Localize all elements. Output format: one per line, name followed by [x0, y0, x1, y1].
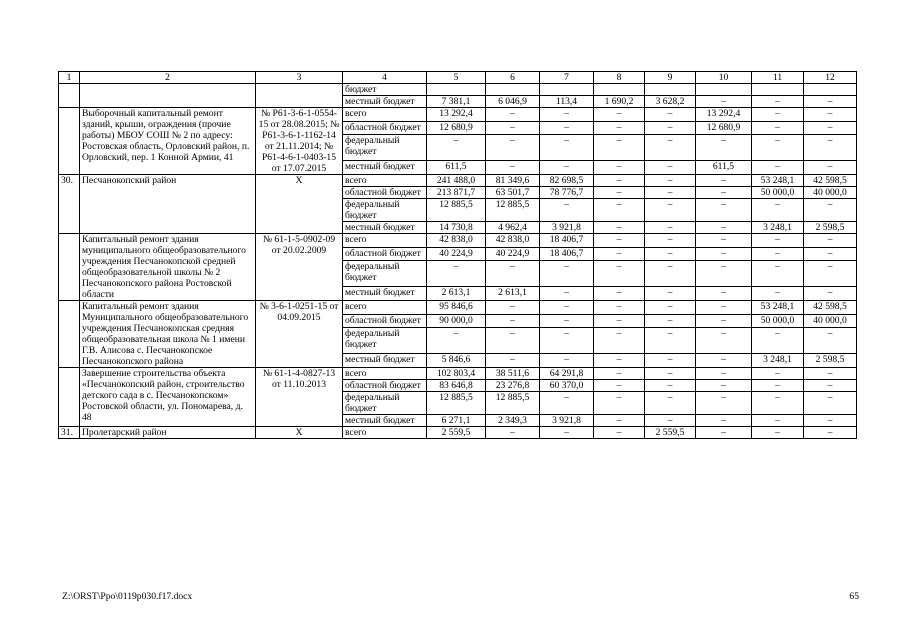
- doc-cell: № 3-6-1-0251-15 от 04.09.2015: [256, 301, 343, 368]
- value-cell: –: [427, 261, 486, 287]
- value-cell: –: [696, 368, 752, 380]
- budget-type: областной бюджет: [343, 247, 427, 261]
- value-cell: –: [645, 121, 696, 135]
- budget-type: федеральный бюджет: [343, 261, 427, 287]
- value-cell: –: [540, 161, 594, 175]
- value-cell: –: [696, 354, 752, 368]
- value-cell: –: [594, 121, 645, 135]
- value-cell: –: [804, 199, 857, 222]
- column-number: 7: [540, 72, 594, 84]
- value-cell: –: [540, 287, 594, 301]
- value-cell: –: [804, 380, 857, 392]
- value-cell: 95 846,6: [427, 301, 486, 315]
- value-cell: –: [486, 354, 540, 368]
- header-row: [59, 72, 857, 84]
- value-cell: 2 559,5: [645, 427, 696, 439]
- value-cell: [540, 84, 594, 96]
- budget-type: местный бюджет: [343, 354, 427, 368]
- column-number: 4: [343, 72, 427, 84]
- value-cell: 2 559,5: [427, 427, 486, 439]
- table-row: [59, 175, 857, 187]
- value-cell: –: [594, 108, 645, 122]
- value-cell: –: [696, 427, 752, 439]
- value-cell: 83 646,8: [427, 380, 486, 392]
- value-cell: –: [486, 108, 540, 122]
- value-cell: –: [594, 301, 645, 315]
- value-cell: 611,5: [696, 161, 752, 175]
- table-row: [59, 108, 857, 122]
- value-cell: –: [752, 161, 804, 175]
- value-cell: 611,5: [427, 161, 486, 175]
- value-cell: 5 846,6: [427, 354, 486, 368]
- value-cell: –: [804, 234, 857, 248]
- doc-cell: Х: [256, 175, 343, 234]
- doc-cell: № 61-1-5-0902-09 от 20.02.2009: [256, 234, 343, 301]
- value-cell: –: [696, 328, 752, 354]
- table-row: [59, 427, 857, 439]
- object-name-cell: Выборочный капитальный ремонт зданий, крыши, ограждения (прочие работы) МБОУ СОШ № 2 по адресу: Ростовская область, Орловский район, п. Орловский, пер. 1 Конной Армии, 41: [80, 108, 256, 175]
- value-cell: –: [696, 187, 752, 199]
- value-cell: –: [594, 135, 645, 161]
- num-cell: 31.: [59, 427, 80, 439]
- value-cell: –: [804, 108, 857, 122]
- value-cell: –: [645, 301, 696, 315]
- table-body: [59, 72, 857, 439]
- value-cell: 42 838,0: [427, 234, 486, 248]
- value-cell: 7 381,1: [427, 96, 486, 108]
- value-cell: 12 885,5: [427, 199, 486, 222]
- num-cell: [59, 368, 80, 427]
- value-cell: 12 885,5: [427, 392, 486, 415]
- value-cell: 1 690,2: [594, 96, 645, 108]
- budget-type: федеральный бюджет: [343, 199, 427, 222]
- value-cell: –: [594, 187, 645, 199]
- value-cell: –: [486, 314, 540, 328]
- value-cell: –: [540, 108, 594, 122]
- column-number: 3: [256, 72, 343, 84]
- value-cell: –: [696, 96, 752, 108]
- footer-filename: Z:\ORST\Ppo\0119p030.f17.docx: [62, 591, 193, 602]
- value-cell: –: [752, 427, 804, 439]
- budget-type: областной бюджет: [343, 121, 427, 135]
- budget-type: местный бюджет: [343, 287, 427, 301]
- value-cell: 18 406,7: [540, 247, 594, 261]
- num-cell: [59, 301, 80, 368]
- value-cell: –: [645, 392, 696, 415]
- value-cell: 60 370,0: [540, 380, 594, 392]
- doc-cell: Х: [256, 427, 343, 439]
- value-cell: 53 248,1: [752, 301, 804, 315]
- value-cell: –: [645, 108, 696, 122]
- value-cell: –: [696, 234, 752, 248]
- doc-cell: № 61-1-4-0827-13 от 11.10.2013: [256, 368, 343, 427]
- budget-type: федеральный бюджет: [343, 392, 427, 415]
- value-cell: –: [752, 368, 804, 380]
- num-cell: [59, 234, 80, 301]
- object-name-cell: Капитальный ремонт здания муниципального общеобразовательного учреждения Песчанокопской средней общеобразовательной школы № 2 Песчанокопского района Ростовской области: [80, 234, 256, 301]
- value-cell: 2 613,1: [427, 287, 486, 301]
- value-cell: 6 271,1: [427, 415, 486, 427]
- budget-type: всего: [343, 368, 427, 380]
- column-number: 11: [752, 72, 804, 84]
- value-cell: 81 349,6: [486, 175, 540, 187]
- value-cell: 40 224,9: [427, 247, 486, 261]
- value-cell: –: [804, 161, 857, 175]
- value-cell: –: [594, 161, 645, 175]
- value-cell: 2 598,5: [804, 222, 857, 234]
- budget-type: областной бюджет: [343, 187, 427, 199]
- value-cell: 13 292,4: [696, 108, 752, 122]
- budget-type: местный бюджет: [343, 415, 427, 427]
- budget-type: местный бюджет: [343, 161, 427, 175]
- value-cell: –: [594, 222, 645, 234]
- value-cell: –: [696, 175, 752, 187]
- value-cell: –: [594, 234, 645, 248]
- value-cell: –: [696, 314, 752, 328]
- value-cell: –: [486, 161, 540, 175]
- value-cell: –: [752, 392, 804, 415]
- value-cell: –: [594, 175, 645, 187]
- value-cell: 12 885,5: [486, 199, 540, 222]
- value-cell: –: [594, 247, 645, 261]
- table-row: [59, 368, 857, 380]
- value-cell: 78 776,7: [540, 187, 594, 199]
- column-number: 9: [645, 72, 696, 84]
- value-cell: –: [696, 301, 752, 315]
- value-cell: –: [752, 247, 804, 261]
- value-cell: –: [594, 368, 645, 380]
- value-cell: –: [645, 135, 696, 161]
- num-cell: [59, 84, 80, 108]
- value-cell: 40 000,0: [804, 314, 857, 328]
- value-cell: –: [696, 415, 752, 427]
- value-cell: –: [540, 314, 594, 328]
- object-name-cell: Капитальный ремонт здания Муниципального общеобразовательного учреждения Песчанокопская средняя общеобразовательная школа № 1 имени Г.В. Алисова с. Песчанокопское Песчанокопского района: [80, 301, 256, 368]
- budget-type: всего: [343, 301, 427, 315]
- value-cell: –: [752, 328, 804, 354]
- value-cell: 12 885,5: [486, 392, 540, 415]
- doc-cell: [256, 84, 343, 108]
- value-cell: –: [752, 234, 804, 248]
- value-cell: –: [486, 301, 540, 315]
- num-cell: [59, 108, 80, 175]
- value-cell: –: [594, 199, 645, 222]
- value-cell: –: [696, 222, 752, 234]
- value-cell: –: [594, 392, 645, 415]
- value-cell: –: [645, 415, 696, 427]
- column-number: 12: [804, 72, 857, 84]
- value-cell: –: [804, 287, 857, 301]
- value-cell: –: [804, 121, 857, 135]
- value-cell: –: [540, 301, 594, 315]
- value-cell: –: [752, 108, 804, 122]
- value-cell: 4 962,4: [486, 222, 540, 234]
- value-cell: –: [804, 415, 857, 427]
- budget-type: бюджет: [343, 84, 427, 96]
- value-cell: –: [645, 354, 696, 368]
- object-name-cell: Пролетарский район: [80, 427, 256, 439]
- value-cell: 18 406,7: [540, 234, 594, 248]
- value-cell: 3 248,1: [752, 222, 804, 234]
- budget-type: федеральный бюджет: [343, 328, 427, 354]
- value-cell: –: [594, 354, 645, 368]
- value-cell: 2 598,5: [804, 354, 857, 368]
- budget-type: местный бюджет: [343, 96, 427, 108]
- value-cell: –: [540, 392, 594, 415]
- value-cell: –: [594, 314, 645, 328]
- budget-type: всего: [343, 108, 427, 122]
- column-number: 6: [486, 72, 540, 84]
- value-cell: –: [645, 380, 696, 392]
- value-cell: –: [696, 199, 752, 222]
- value-cell: –: [594, 261, 645, 287]
- value-cell: –: [752, 261, 804, 287]
- budget-table: [58, 71, 857, 439]
- value-cell: –: [804, 96, 857, 108]
- value-cell: 102 803,4: [427, 368, 486, 380]
- value-cell: –: [804, 135, 857, 161]
- value-cell: 50 000,0: [752, 187, 804, 199]
- value-cell: 42 838,0: [486, 234, 540, 248]
- value-cell: –: [645, 287, 696, 301]
- value-cell: –: [486, 328, 540, 354]
- value-cell: 2 349,3: [486, 415, 540, 427]
- value-cell: –: [752, 415, 804, 427]
- value-cell: [594, 84, 645, 96]
- value-cell: –: [645, 234, 696, 248]
- value-cell: –: [540, 354, 594, 368]
- budget-type: местный бюджет: [343, 222, 427, 234]
- value-cell: 12 680,9: [696, 121, 752, 135]
- value-cell: –: [804, 247, 857, 261]
- column-number: 8: [594, 72, 645, 84]
- value-cell: –: [645, 175, 696, 187]
- value-cell: –: [540, 121, 594, 135]
- value-cell: 213 871,7: [427, 187, 486, 199]
- value-cell: 3 628,2: [645, 96, 696, 108]
- value-cell: –: [486, 135, 540, 161]
- value-cell: –: [645, 314, 696, 328]
- value-cell: 14 730,8: [427, 222, 486, 234]
- value-cell: 40 000,0: [804, 187, 857, 199]
- value-cell: –: [804, 328, 857, 354]
- column-number: 1: [59, 72, 80, 84]
- value-cell: –: [540, 199, 594, 222]
- value-cell: 53 248,1: [752, 175, 804, 187]
- value-cell: –: [752, 287, 804, 301]
- value-cell: 241 488,0: [427, 175, 486, 187]
- value-cell: [804, 84, 857, 96]
- num-cell: 30.: [59, 175, 80, 234]
- value-cell: –: [540, 427, 594, 439]
- table-row: [59, 301, 857, 315]
- column-number: 2: [80, 72, 256, 84]
- value-cell: –: [645, 247, 696, 261]
- value-cell: [645, 84, 696, 96]
- object-name-cell: [80, 84, 256, 108]
- value-cell: –: [645, 161, 696, 175]
- value-cell: –: [752, 121, 804, 135]
- value-cell: –: [540, 135, 594, 161]
- value-cell: –: [752, 380, 804, 392]
- value-cell: –: [804, 392, 857, 415]
- value-cell: –: [645, 261, 696, 287]
- value-cell: –: [486, 261, 540, 287]
- value-cell: –: [645, 199, 696, 222]
- value-cell: 23 276,8: [486, 380, 540, 392]
- value-cell: –: [804, 427, 857, 439]
- value-cell: 64 291,8: [540, 368, 594, 380]
- budget-type: всего: [343, 175, 427, 187]
- value-cell: 2 613,1: [486, 287, 540, 301]
- value-cell: –: [540, 261, 594, 287]
- column-number: 5: [427, 72, 486, 84]
- value-cell: 113,4: [540, 96, 594, 108]
- value-cell: –: [696, 392, 752, 415]
- value-cell: –: [645, 222, 696, 234]
- value-cell: 6 046,9: [486, 96, 540, 108]
- budget-type: областной бюджет: [343, 380, 427, 392]
- value-cell: 63 501,7: [486, 187, 540, 199]
- budget-type: всего: [343, 427, 427, 439]
- value-cell: –: [594, 415, 645, 427]
- table-row: [59, 234, 857, 248]
- value-cell: –: [696, 380, 752, 392]
- value-cell: [427, 84, 486, 96]
- value-cell: 42 598,5: [804, 301, 857, 315]
- value-cell: 3 248,1: [752, 354, 804, 368]
- value-cell: 3 921,8: [540, 222, 594, 234]
- value-cell: –: [486, 121, 540, 135]
- value-cell: –: [594, 287, 645, 301]
- value-cell: 50 000,0: [752, 314, 804, 328]
- value-cell: –: [696, 247, 752, 261]
- value-cell: 12 680,9: [427, 121, 486, 135]
- value-cell: 90 000,0: [427, 314, 486, 328]
- object-name-cell: Песчанокопский район: [80, 175, 256, 234]
- value-cell: –: [752, 96, 804, 108]
- value-cell: –: [752, 199, 804, 222]
- value-cell: 40 224,9: [486, 247, 540, 261]
- value-cell: –: [696, 135, 752, 161]
- value-cell: –: [486, 427, 540, 439]
- value-cell: –: [696, 287, 752, 301]
- table-row: [59, 84, 857, 96]
- value-cell: [696, 84, 752, 96]
- value-cell: 38 511,6: [486, 368, 540, 380]
- value-cell: –: [645, 187, 696, 199]
- value-cell: –: [804, 368, 857, 380]
- value-cell: 3 921,8: [540, 415, 594, 427]
- value-cell: –: [594, 328, 645, 354]
- value-cell: –: [752, 135, 804, 161]
- value-cell: 42 598,5: [804, 175, 857, 187]
- budget-type: всего: [343, 234, 427, 248]
- value-cell: –: [696, 261, 752, 287]
- value-cell: [486, 84, 540, 96]
- value-cell: 82 698,5: [540, 175, 594, 187]
- value-cell: –: [540, 328, 594, 354]
- doc-cell: № Р61-3-6-1-0554-15 от 28.08.2015; № Р61-3-6-1-1162-14 от 21.11.2014; № Р61-4-6-1-0403-15 от 17.07.2015: [256, 108, 343, 175]
- value-cell: [752, 84, 804, 96]
- value-cell: –: [645, 368, 696, 380]
- value-cell: –: [427, 328, 486, 354]
- budget-type: областной бюджет: [343, 314, 427, 328]
- object-name-cell: Завершение строительства объекта «Песчанокопский район, строительство детского сада в с. Песчанокопском» Ростовской области, ул. Пономарева, д. 48: [80, 368, 256, 427]
- value-cell: –: [427, 135, 486, 161]
- page-number: 65: [849, 591, 859, 602]
- budget-type: федеральный бюджет: [343, 135, 427, 161]
- value-cell: –: [594, 427, 645, 439]
- value-cell: –: [804, 261, 857, 287]
- value-cell: 13 292,4: [427, 108, 486, 122]
- column-number: 10: [696, 72, 752, 84]
- value-cell: –: [645, 328, 696, 354]
- value-cell: –: [594, 380, 645, 392]
